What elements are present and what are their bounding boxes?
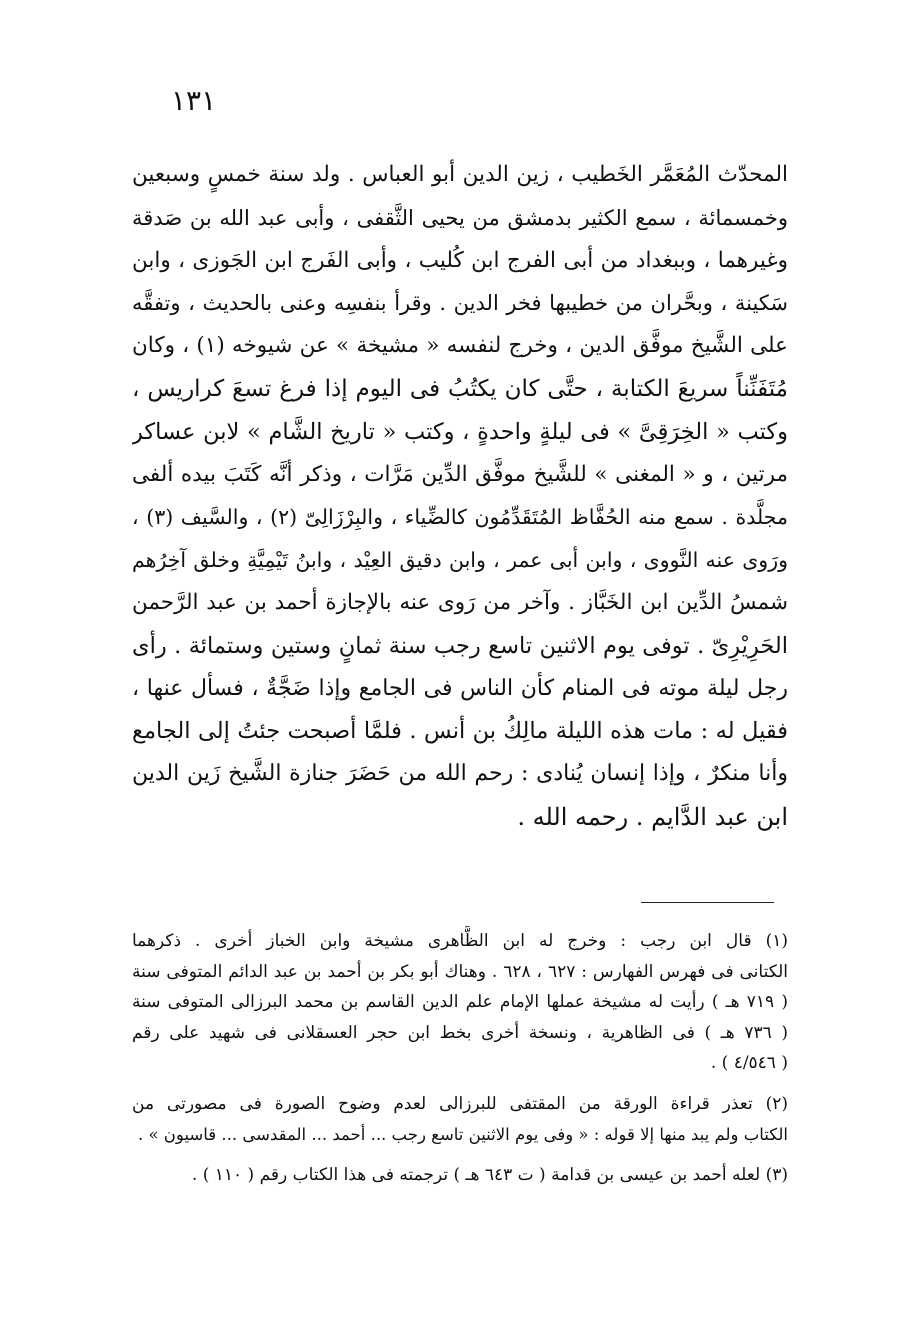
footnote-gap [132,1150,788,1160]
footnote-2-line: الكتاب ولم يبد منها إلا قوله : « وفى يوم الاثنين تاسع رجب ... أحمد ... المقدسى ... قاسيون » . [137,1124,788,1144]
footnote-3-line: (٣) لعله أحمد بن عيسى بن قدامة ( ت ٦٤٣ هـ ) ترجمته فى هذا الكتاب رقم ( ١١٠ ) . [191,1165,788,1186]
body-line: ورَوى عنه النَّووى ، وابن أبى عمر ، وابن دقيق العِيْد ، وابنُ تَيْمِيَّةِ وخلق آخِرُهم [132,548,788,573]
body-line: الحَرِيْرِىّ . توفى يوم الاثنين تاسع رجب سنة ثمانٍ وستين وستمائة . رأى [132,632,788,659]
body-line: فقيل له : مات هذه الليلة مالِكُ بن أنس . فلمَّا أصبحت جئتُ إلى الجامع [132,718,788,745]
footnote-1-line: ( ٧٣٦ هـ ) فى الظاهرية ، ونسخة أخرى بخط ابن حجر العسقلانى فى شهيد على رقم [132,1022,788,1043]
footnote-1-line: ( ٧١٩ هـ ) رأيت له مشيخة عملها الإمام علم الدين القاسم بن محمد البرزالى المتوفى سنة [132,992,788,1013]
body-line: على الشَّيخ موفَّق الدين ، وخرج لنفسه « مشيخة » عن شيوخه (١) ، وكان [132,333,788,359]
footnote-separator [641,902,774,903]
footnote-1-line: (١) قال ابن رجب : وخرج له ابن الظَّاهرى مشيخة وابن الخباز أخرى . ذكرهما [132,931,788,951]
body-line: وأنا منكرٌ ، وإذا إنسان يُنادى : رحم الله من حَضَرَ جنازة الشَّيخ زَين الدين [132,761,788,787]
body-line: سَكينة ، وبحَّران من خطيبها فخر الدين . وقرأ بنفسِه وعنى بالحديث ، وتفقَّه [132,291,788,316]
body-line: المحدّث المُعَمَّر الخَطيب ، زين الدين أبو العباس . ولد سنة خمسٍ وسبعين [132,162,788,187]
footnote-gap [132,1079,788,1089]
footnote-2-line: (٢) تعذر قراءة الورقة من المقتفى للبرزالى لعدم وضوح الصورة فى مصورتى من [132,1093,788,1114]
body-line: مرتين ، و « المغنى » للشَّيخ موفَّق الدِّين مَرَّات ، وذكر أنَّه كَتَبَ بيده ألفى [132,461,788,487]
body-line: وكتب « الخِرَقِىَّ » فى ليلةٍ واحدةٍ ، وكتب « تاريخ الشَّام » لابن عساكر [132,418,788,445]
body-line: مُتَفَنِّناً سريعَ الكتابة ، حتَّى كان يكتُبُ فى اليوم إذا فرغ تسعَ كراريس ، [132,375,788,402]
body-text [132,154,788,839]
body-line: شمسُ الدِّين ابن الخَبَّاز . وآخر من رَوى عنه بالإجازة أحمد بن عبد الرَّحمن [132,589,788,615]
page-number: ١٣١ [171,84,217,117]
footnote-1-line: ( ٤/٥٤٦ ) . [710,1053,788,1074]
footnotes [132,926,788,1191]
body-line: وغيرهما ، وببغداد من أبى الفرج ابن كُليب ، وأبى الفَرج ابن الجَوزى ، وابن [132,247,788,273]
body-line: رجل ليلة موته فى المنام كأن الناس فى الجامع وإذا ضَجَّةٌ ، فسأل عنها ، [132,675,788,701]
body-line: مجلَّدة . سمع منه الحُفَّاظ المُتَقَدِّمُون كالضِّياء ، والبِرْزَالِىّ (٢) ، والسَّيف (٣) ، [132,505,788,530]
body-line: ابن عبد الدَّايم . رحمه الله . [517,802,788,831]
body-line: وخمسمائة ، سمع الكثير بدمشق من يحيى الثَّقفى ، وأبى عبد الله بن صَدقة [132,205,788,230]
footnote-1-line: الكتانى فى فهرس الفهارس : ٦٢٧ ، ٦٢٨ . وهناك أبو بكر بن أحمد بن عبد الدائم المتوفى سنة [132,961,788,982]
